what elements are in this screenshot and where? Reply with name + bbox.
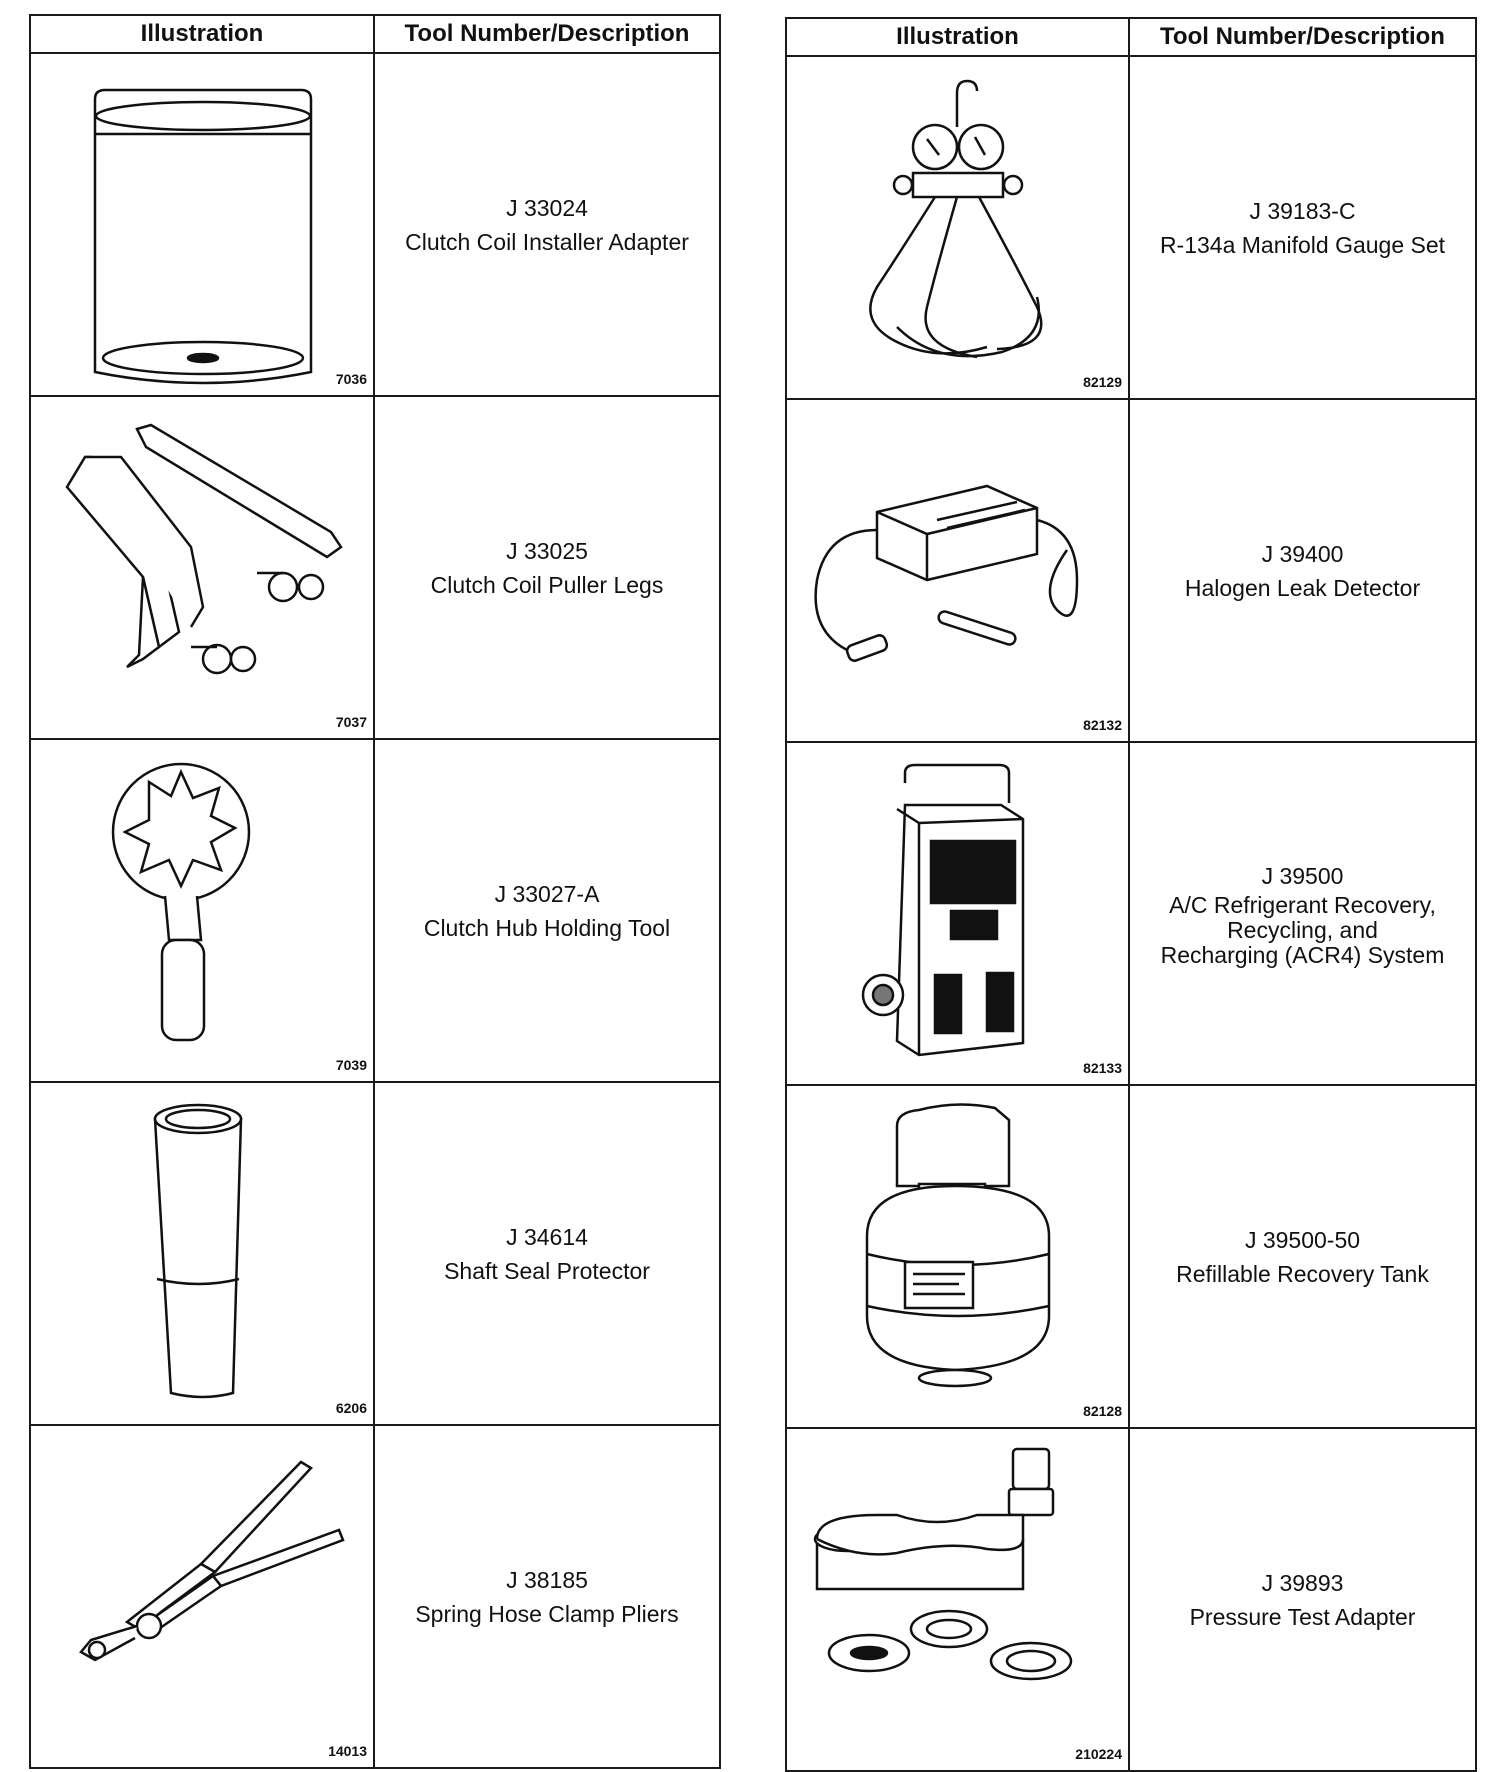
table-header-row [30,15,720,53]
illustration-cell [30,1082,374,1425]
table-row [30,396,720,739]
figure-number: 6206 [335,1400,367,1416]
figure-number: 82132 [1083,717,1122,733]
description-cell [1129,1428,1476,1771]
description-cell [1129,56,1476,399]
description-cell [374,396,720,739]
tool-number: J 39400 [1261,540,1344,567]
description-cell [374,1082,720,1425]
tool-description-line: A/C Refrigerant Recovery, [1169,892,1436,918]
tool-number: J 39500-50 [1244,1226,1361,1253]
tool-description: Halogen Leak Detector [1184,574,1421,601]
tool-number: J 39893 [1261,1569,1344,1596]
tool-description: Clutch Hub Holding Tool [423,914,671,941]
illustration-cell [786,399,1129,742]
tool-number: J 39183-C [1249,197,1356,224]
figure-number: 14013 [328,1743,367,1759]
table-header-row [786,18,1476,56]
pressure-adapter-icon [787,1429,1127,1770]
table-row [30,739,720,1082]
tool-description: Shaft Seal Protector [444,1257,650,1284]
description-cell [374,739,720,1082]
figure-number: 82128 [1083,1403,1122,1419]
recovery-station-icon [787,743,1127,1084]
tool-description: Clutch Coil Installer Adapter [405,228,689,255]
puller-legs-icon [31,397,371,738]
tool-number: J 33027-A [494,880,600,907]
seal-protector-icon [31,1083,371,1424]
illustration-cell [30,739,374,1082]
header-illustration: Illustration [786,18,1129,56]
illustration-cell [786,56,1129,399]
illustration-cell [30,1425,374,1768]
description-cell [374,53,720,396]
table-row [30,1082,720,1425]
tool-description: Spring Hose Clamp Pliers [415,1600,679,1627]
illustration-cell [786,1085,1129,1428]
header-illustration: Illustration [30,15,374,53]
tool-number: J 33025 [506,537,588,564]
tool-number: J 39500 [1261,863,1344,889]
tool-description-line: Recycling, and [1227,917,1378,943]
figure-number: 7036 [335,371,367,387]
tool-number: J 33024 [506,194,588,221]
figure-number: 82129 [1083,374,1122,390]
figure-number: 210224 [1075,1746,1122,1762]
table-row [786,1428,1476,1771]
table-row [786,1085,1476,1428]
header-tool: Tool Number/Description [1129,18,1476,56]
figure-number: 82133 [1083,1060,1122,1076]
tool-description: Pressure Test Adapter [1189,1603,1416,1630]
table-row [786,399,1476,742]
description-cell [1129,1085,1476,1428]
description-cell [1129,742,1476,1085]
tool-number: J 34614 [506,1223,588,1250]
tool-description: Refillable Recovery Tank [1176,1260,1429,1287]
description-cell [374,1425,720,1768]
illustration-cell [30,53,374,396]
table-row [30,1425,720,1768]
table-row [786,742,1476,1085]
figure-number: 7037 [335,714,367,730]
illustration-cell [786,1428,1129,1771]
clamp-pliers-icon [31,1426,371,1767]
description-cell [1129,399,1476,742]
illustration-cell [30,396,374,739]
tool-description: Clutch Coil Puller Legs [430,571,664,598]
hub-holding-tool-icon [31,740,371,1081]
leak-detector-icon [787,400,1127,741]
figure-number: 7039 [335,1057,367,1073]
header-tool: Tool Number/Description [374,15,720,53]
illustration-cell [786,742,1129,1085]
tool-number: J 38185 [506,1566,588,1593]
tool-description-line: Recharging (ACR4) System [1160,942,1445,968]
table-row [786,56,1476,399]
tool-description: R-134a Manifold Gauge Set [1159,231,1446,258]
manifold-gauge-icon [787,57,1127,398]
cup-adapter-icon [31,54,371,395]
recovery-tank-icon [787,1086,1127,1427]
tools-table-left [29,14,721,1769]
tools-table-right [785,17,1477,1772]
table-row [30,53,720,396]
